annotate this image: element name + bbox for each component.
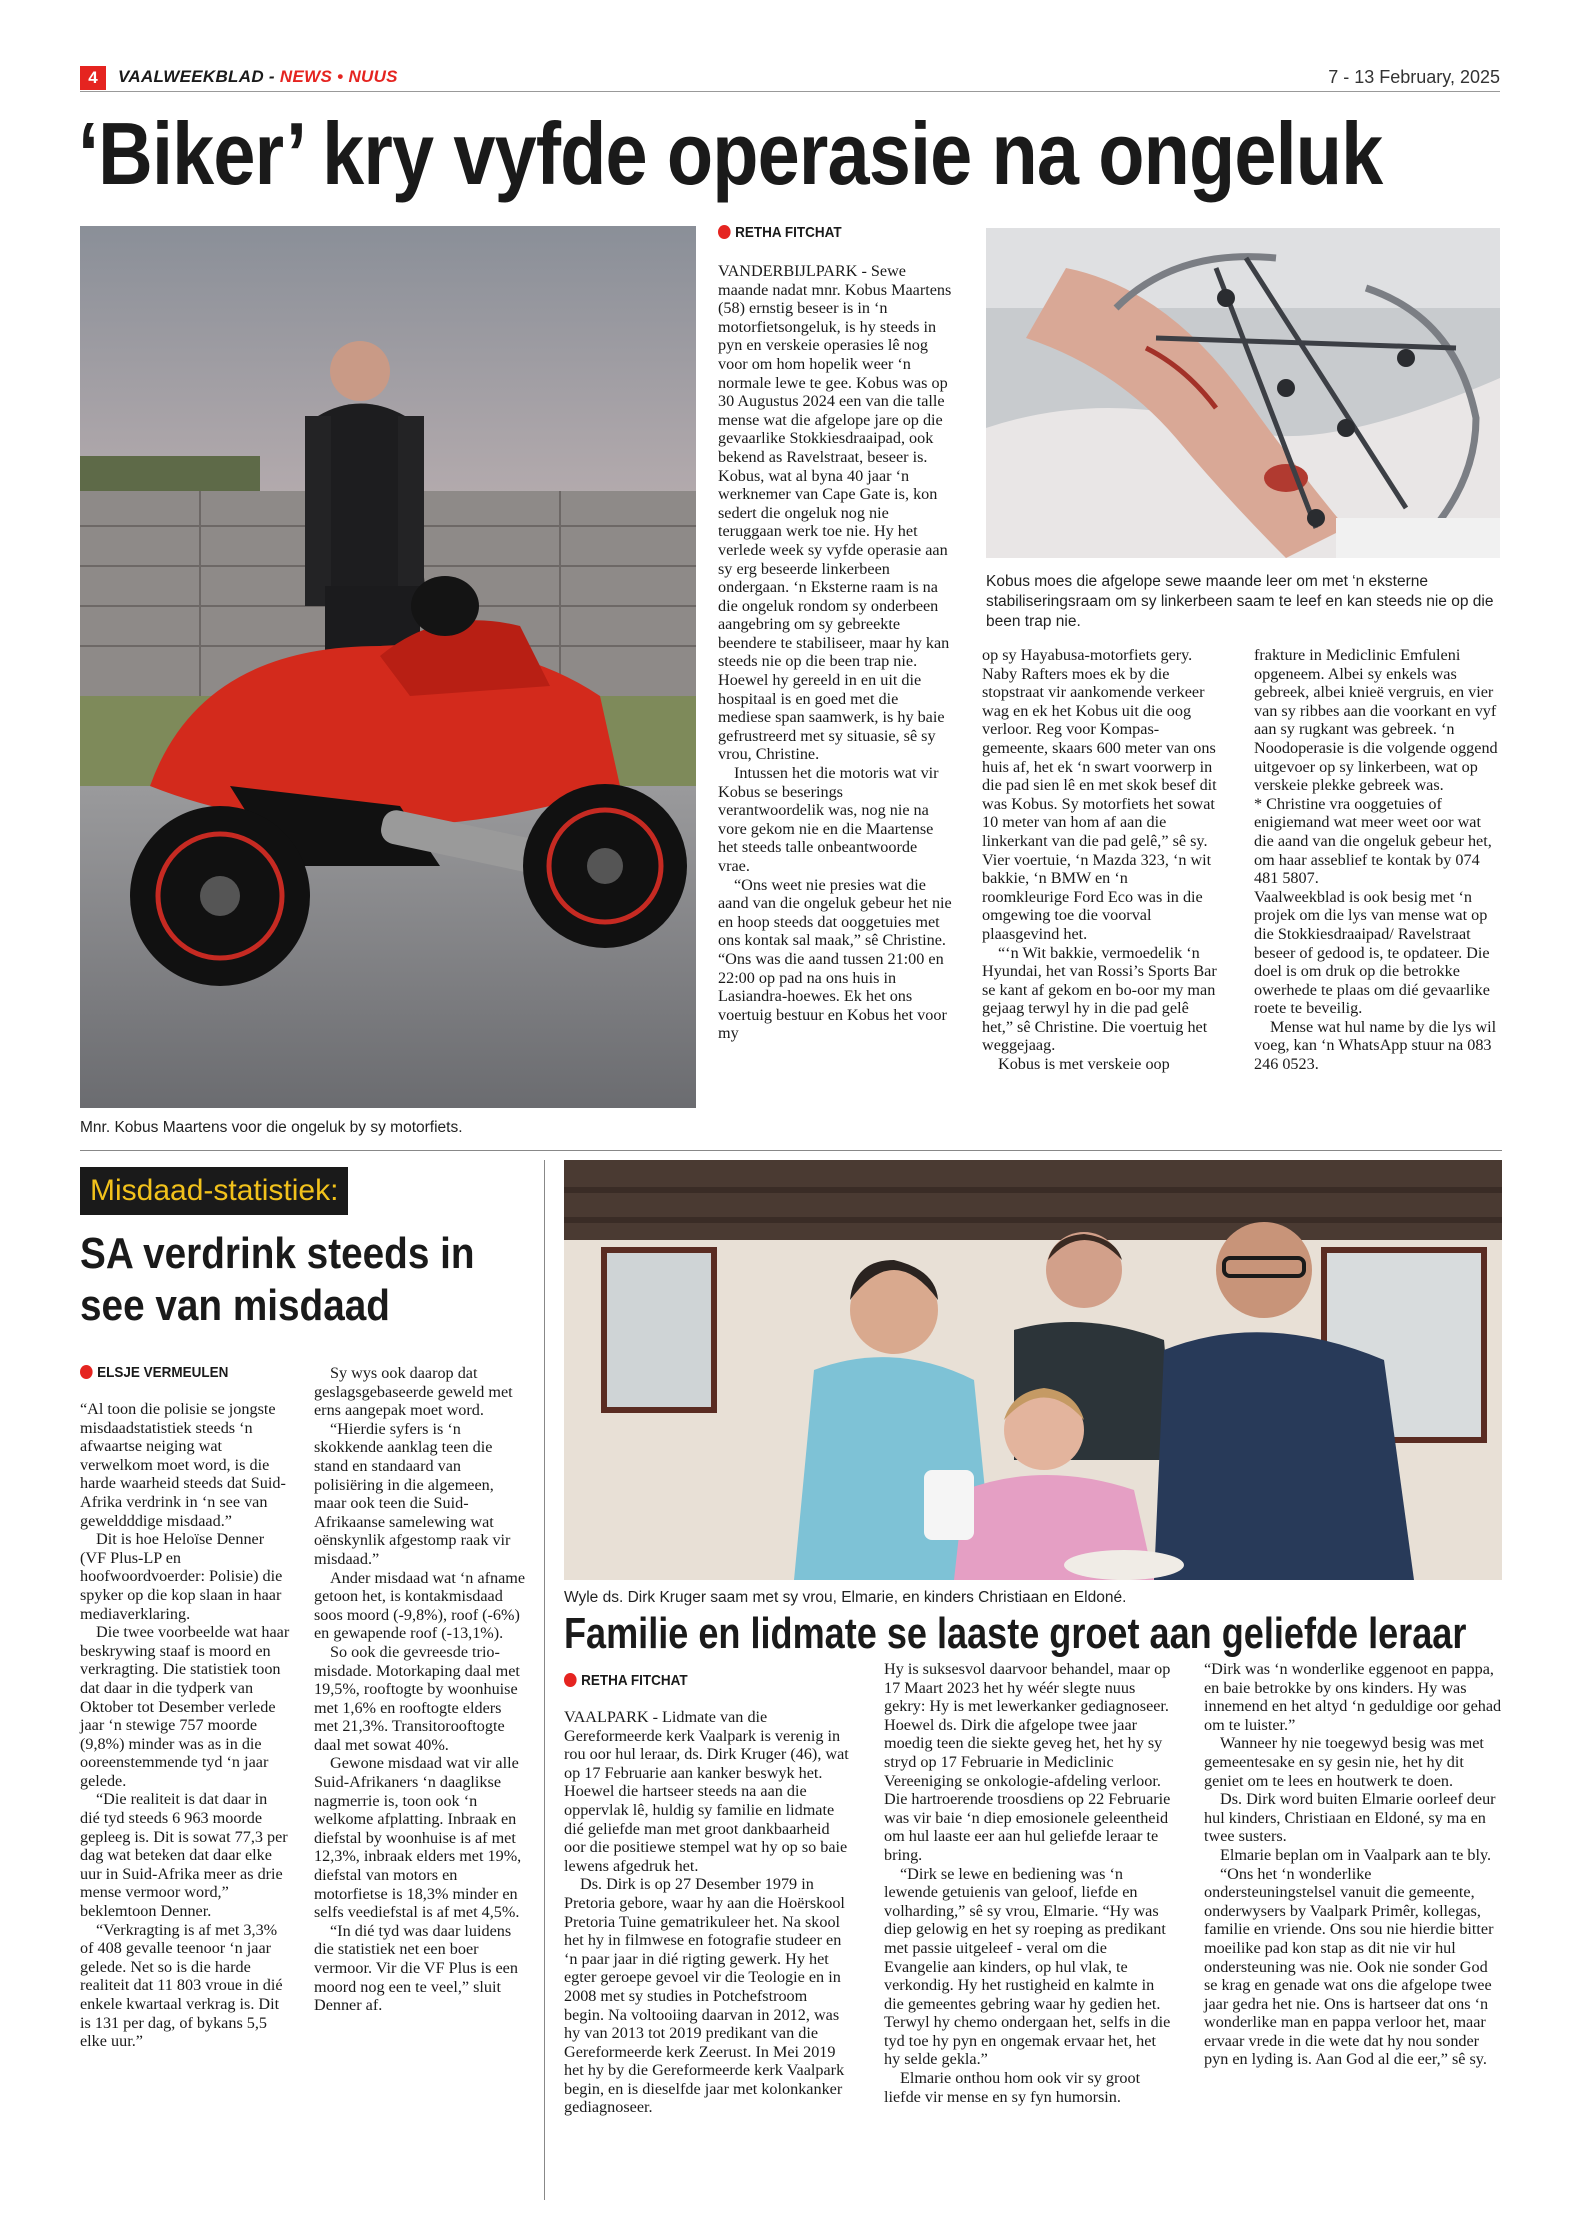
- paragraph: “Die realiteit is dat daar in dié tyd steeds 6 963 moorde gepleeg is. Dit is sowat 77,3 per dag wat beteken dat daar elke uur in Suid-Afrika meer as drie mense vermoor word,” beklemtoon Denner.: [80, 1790, 288, 1921]
- photo-frame-caption: Kobus moes die afgelope sewe maande leer om met ‘n eksterne stabiliseringsraam om sy linkerbeen saam te leef en kan steeds nie op die been trap nie.: [986, 573, 1494, 630]
- publication-separator: -: [263, 67, 280, 86]
- paragraph: VAALPARK - Lidmate van die Gereformeerde kerk Vaalpark is verenig in rou oor hul leraar, ds. Dirk Kruger (46), wat op 17 Februarie aan kanker beswyk het. Hoewel die hartseer steeds na aan die oppervlak lê, huldig sy familie en lidmate dié geliefde man met groot dankbaarheid oor die positiewe stempel wat hy op so baie lewens afgedruk het.: [564, 1708, 849, 1875]
- byline-dot-icon: [564, 1673, 577, 1687]
- paragraph: op sy Hayabusa-motorfiets gery. Naby Rafters moes ek by die stopstraat vir aankomende verkeer wag en ek het Kobus uit die oog verloor. Reg voor Kompas-gemeente, skaars 600 meter van ons huis af, het ek ‘n swart voorwerp in die pad sien lê en met skok besef dit was Kobus. Sy motorfiets het sowat 10 meter van hom af aan die linkerkant van die pad gelê,” sê sy. Vier voertuie, ‘n Mazda 323, ‘n wit bakkie, ‘n BMW en ‘n roomkleurige Ford Eco was in die omgewing toe die voorval plaasgevind het.: [982, 646, 1217, 943]
- paragraph: Gewone misdaad wat vir alle Suid-Afrikaners ‘n daaglikse nagmerrie is, toon ook ‘n welkome afplatting. Inbraak en diefstal by woonhuise is af met 12,3%, inbraak elders met 19%, diefstal van motors en motorfietse is 18,3% minder en selfs veediefstal is af met 4,5%.: [314, 1754, 522, 1922]
- paragraph: Ds. Dirk word buiten Elmarie oorleef deur hul kinders, Christiaan en Eldoné, sy ma en twee susters.: [1204, 1790, 1496, 1846]
- paragraph: “Ons weet nie presies wat die aand van die ongeluk gebeur het nie en hoop steeds dat ooggetuies met ons kontak sal maak,” sê Christine. “Ons was die aand tussen 21:00 en 22:00 op pad na ons huis in Lasiandra-hoewes. Ek het ons voertuig bestuur en Kobus het voor my: [718, 875, 952, 1043]
- paragraph: “Verkragting is af met 3,3% of 408 gevalle teenoor ‘n jaar gelede. Net so is die harde realiteit dat 11 803 vroue in dié enkele kwartaal verkrag is. Dit is 131 per dag, of bykans 5,5 elke uur.”: [80, 1920, 283, 2051]
- paragraph: Ander misdaad wat ‘n afname getoon het, is kontakmisdaad soos moord (-9,8%), roof (-6%) en gewapende roof (-13,1%).: [314, 1568, 526, 1643]
- issue-date: 7 - 13 February, 2025: [1328, 67, 1500, 87]
- main-byline: [718, 224, 842, 241]
- crime-column-1: [80, 1400, 290, 2051]
- paragraph: “‘n Wit bakkie, vermoedelik ‘n Hyundai, het van Rossi’s Sports Bar se kant af gekom en bo-oor my man gejaag terwyl hy in die pad gelê het,” sê Christine. Die voertuig het weggejaag.: [982, 943, 1217, 1055]
- paragraph: * Christine vra ooggetuies of enigiemand wat meer weet oor wat die aand van die ongeluk gebeur het, om haar asseblief te kontak by 074 481 5807.: [1254, 794, 1492, 888]
- column-divider: [544, 1160, 545, 2200]
- paragraph: Vaalweekblad is ook besig met ‘n projek om die lys van mense wat op die Stokkiesdraaipad/ Ravelstraat beseer of gedood is, te opdateer. Die doel is om druk op die betrokke owerhede te plaas om dié gevaarlike roete te beveilig.: [1254, 887, 1490, 1018]
- main-story-column-1: [718, 262, 953, 1043]
- publication-name: VAALWEEKBLAD - NEWS • NUUS: [118, 67, 398, 86]
- crime-column-2: [314, 1364, 526, 2015]
- paragraph: “Al toon die polisie se jongste misdaadstatistiek steeds ‘n afwaartse neiging wat verwelkom moet word, is die harde waarheid steeds dat Suid-Afrika verdrink in ‘n see van geweldddige misdaad.”: [80, 1400, 286, 1530]
- family-column-1: [564, 1708, 850, 2117]
- paragraph: Hy is suksesvol daarvoor behandel, maar op 17 Maart 2023 het hy wéér slegte nuus gekry: Hy is met lewerkanker gediagnoseer. Hoewel ds. Dirk die afgelope twee jaar moedig teen die siekte geveg het, het hy sy stryd op 17 Februarie in Mediclinic Vereeniging se onkologie-afdeling verloor. Die hartroerende troosdiens op 22 Februarie was vir baie ‘n diep emosionele geleentheid om hul laaste eer aan hul geliefde leraar te bring.: [884, 1660, 1171, 1864]
- photo-kruger-family: [564, 1160, 1502, 1580]
- section-tag: Misdaad-statistiek:: [80, 1167, 348, 1215]
- paragraph: So ook die gevreesde trio-misdade. Motorkaping daal met 19,5%, rooftogte by woonhuise met 1,6% en rooftogte elders met 21,3%. Transitorooftogte daal met sowat 40%.: [314, 1642, 520, 1754]
- main-byline-text: RETHA FITCHAT: [735, 224, 842, 241]
- byline-dot-icon: [718, 225, 731, 239]
- paragraph: Intussen het die motoris wat vir Kobus se beserings verantwoordelik was, nog nie na vore gekom nie en die Maartense het steeds talle onbeantwoorde vrae.: [718, 764, 939, 875]
- section-nuus: NUUS: [348, 67, 398, 86]
- publication-title: VAALWEEKBLAD: [118, 67, 264, 86]
- paragraph: Sy wys ook daarop dat geslagsgebaseerde geweld met erns aangepak moet word.: [314, 1364, 513, 1420]
- family-headline: Familie en lidmate se laaste groet aan geliefde leraar: [564, 1609, 1467, 1658]
- crime-headline: SA verdrink steeds in see van misdaad: [80, 1229, 475, 1330]
- paragraph: Ds. Dirk is op 27 Desember 1979 in Pretoria gebore, waar hy aan die Hoërskool Pretoria Tuine gematrikuleer het. Na skool het hy in filmwese en fotografie studeer en ‘n paar jaar in dié rigting gewerk. Hy het egter geroepe gevoel vir die Teologie en in 2008 met sy studies in Potchefstroom begin. Na voltooiing daarvan in 2012, was hy van 2013 tot 2019 predikant van die Gereformeerde kerk Zeerust. In Mei 2019 het hy by die Gereformeerde kerk Vaalpark begin, en is dieselfde jaar met kolonkanker gediagnoseer.: [564, 1875, 845, 2117]
- section-divider: [80, 1150, 1502, 1151]
- paragraph: “Dirk was ‘n wonderlike eggenoot en pappa, en baie betrokke by ons kinders. Hy was innemend en het altyd ‘n geduldige oor gehad om te luister.”: [1204, 1660, 1502, 1734]
- photo-external-frame: [986, 228, 1500, 558]
- family-column-3: [1204, 1660, 1502, 2069]
- main-story-column-2: [982, 646, 1218, 1074]
- paragraph: “Ons het ‘n wonderlike ondersteuningstelsel vanuit die gemeente, onderwysers by Vaalpark Primêr, kollegas, familie en vriende. Ons sou nie hierdie bitter moeilike pad kon stap as dit nie vir hul ondersteuning was nie. Ook nie sonder God se krag en genade wat ons die afgelope twee jaar gedra het nie. Ons is hartseer dat ons ‘n wonderlike man en pappa verloor het, maar ervaar vrede in die wete dat hy nou sonder pyn en lyding is. Aan God al die eer,” sê sy.: [1204, 1864, 1494, 2069]
- crime-byline-text: ELSJE VERMEULEN: [97, 1364, 229, 1381]
- page-header: [80, 64, 1500, 92]
- paragraph: “Dirk se lewe en bediening was ‘n lewende getuienis van geloof, liefde en volharding,” sê sy vrou, Elmarie. “Hy was diep gelowig en het sy roeping as predikant met passie uitgeleef - veral om die Evangelie aan kinders, op hul vlak, te verkondig. Hy het rustigheid en kalmte in die gemeentes gebring waar hy gedien het. Terwyl hy chemo ondergaan het, selfs in die tyd toe hy pyn en ongemak ervaar het, het hy selde gekla.”: [884, 1864, 1171, 2069]
- paragraph: frakture in Mediclinic Emfuleni opgeneem. Albei sy enkels was gebreek, albei knieë vergruis, en vier van sy ribbes aan die voorkant en vyf aan sy rugkant was gebreek. ‘n Noodoperasie is die volgende oggend uitgevoer op sy linkerbeen, wat op verskeie plekke gebreek was.: [1254, 646, 1498, 795]
- photo-biker-caption: Mnr. Kobus Maartens voor die ongeluk by sy motorfiets.: [80, 1119, 463, 1136]
- paragraph: “Hierdie syfers is ‘n skokkende aanklag teen die stand en standaard van polisiëring in die algemeen, maar ook teen die Suid-Afrikaanse samelewing wat oënskynlik afgestomp raak vir misdaad.”: [314, 1419, 511, 1568]
- crime-byline: [80, 1364, 228, 1381]
- family-column-2: [884, 1660, 1174, 2106]
- photo-biker-motorcycle: [80, 226, 696, 1108]
- family-byline: [564, 1672, 688, 1689]
- paragraph: Wanneer hy nie toegewyd besig was met gemeentesake en sy gesin nie, het hy dit geniet om te lees en houtwerk te doen.: [1204, 1734, 1484, 1790]
- paragraph: Elmarie beplan om in Vaalpark aan te bly.: [1220, 1845, 1492, 1864]
- page-number: 4: [80, 66, 106, 90]
- main-headline: ‘Biker’ kry vyfde operasie na ongeluk: [78, 104, 1383, 203]
- paragraph: Kobus is met verskeie oop: [998, 1055, 1170, 1074]
- paragraph: Die twee voorbeelde wat haar beskrywing staaf is moord en verkragting. Die statistiek toon dat daar in die tydperk van Oktober tot Desember verlede jaar ‘n stewige 757 moorde (9,8%) minder was as in die ooreenstemmende tyd ‘n jaar gelede.: [80, 1623, 290, 1790]
- paragraph: VANDERBIJLPARK - Sewe maande nadat mnr. Kobus Maartens (58) ernstig beseer is in ‘n motorfietsongeluk, is hy steeds in pyn en verskeie operasies lê nog voor om hom hopelik weer ‘n normale lewe te gee. Kobus was op 30 Augustus 2024 een van die talle mense wat die afgelope jare op die gevaarlike Stokkiesdraaipad, ook bekend as Ravelstraat, beseer is. Kobus, wat al byna 40 jaar ‘n werknemer van Cape Gate is, kon sedert die ongeluk nog nie teruggaan werk toe nie. Hy het verlede week sy vyfde operasie aan sy erg beseerde linkerbeen ondergaan. ‘n Eksterne raam is na die ongeluk rondom sy onderbeen aangebring om sy gebreekte beendere te stabiliseer, maar hy kan steeds nie op die been trap nie. Hoewel hy gereeld in en uit die hospitaal is en goed met die mediese span saamwerk, is hy baie gefrustreerd met sy situasie, sê sy vrou, Christine.: [718, 262, 952, 764]
- paragraph: “In dié tyd was daar luidens die statistiek net een boer vermoor. Vir die VF Plus is een moord nog een te veel,” sluit Denner af.: [314, 1921, 518, 2015]
- paragraph: Elmarie onthou hom ook vir sy groot liefde vir mense en sy fyn humorsin.: [884, 2069, 1141, 2106]
- paragraph: Dit is hoe Heloïse Denner (VF Plus-LP en hoofwoordvoerder: Polisie) die spyker op die kop slaan in haar mediaverklaring.: [80, 1530, 283, 1623]
- family-byline-text: RETHA FITCHAT: [581, 1672, 688, 1689]
- photo-family-caption: Wyle ds. Dirk Kruger saam met sy vrou, Elmarie, en kinders Christiaan en Eldoné.: [564, 1589, 1127, 1606]
- byline-dot-icon: [80, 1365, 93, 1379]
- section-news: NEWS: [279, 67, 333, 86]
- main-story-column-3: [1254, 646, 1502, 1074]
- paragraph: Mense wat hul name by die lys wil voeg, kan ‘n WhatsApp stuur na 083 246 0523.: [1254, 1017, 1497, 1074]
